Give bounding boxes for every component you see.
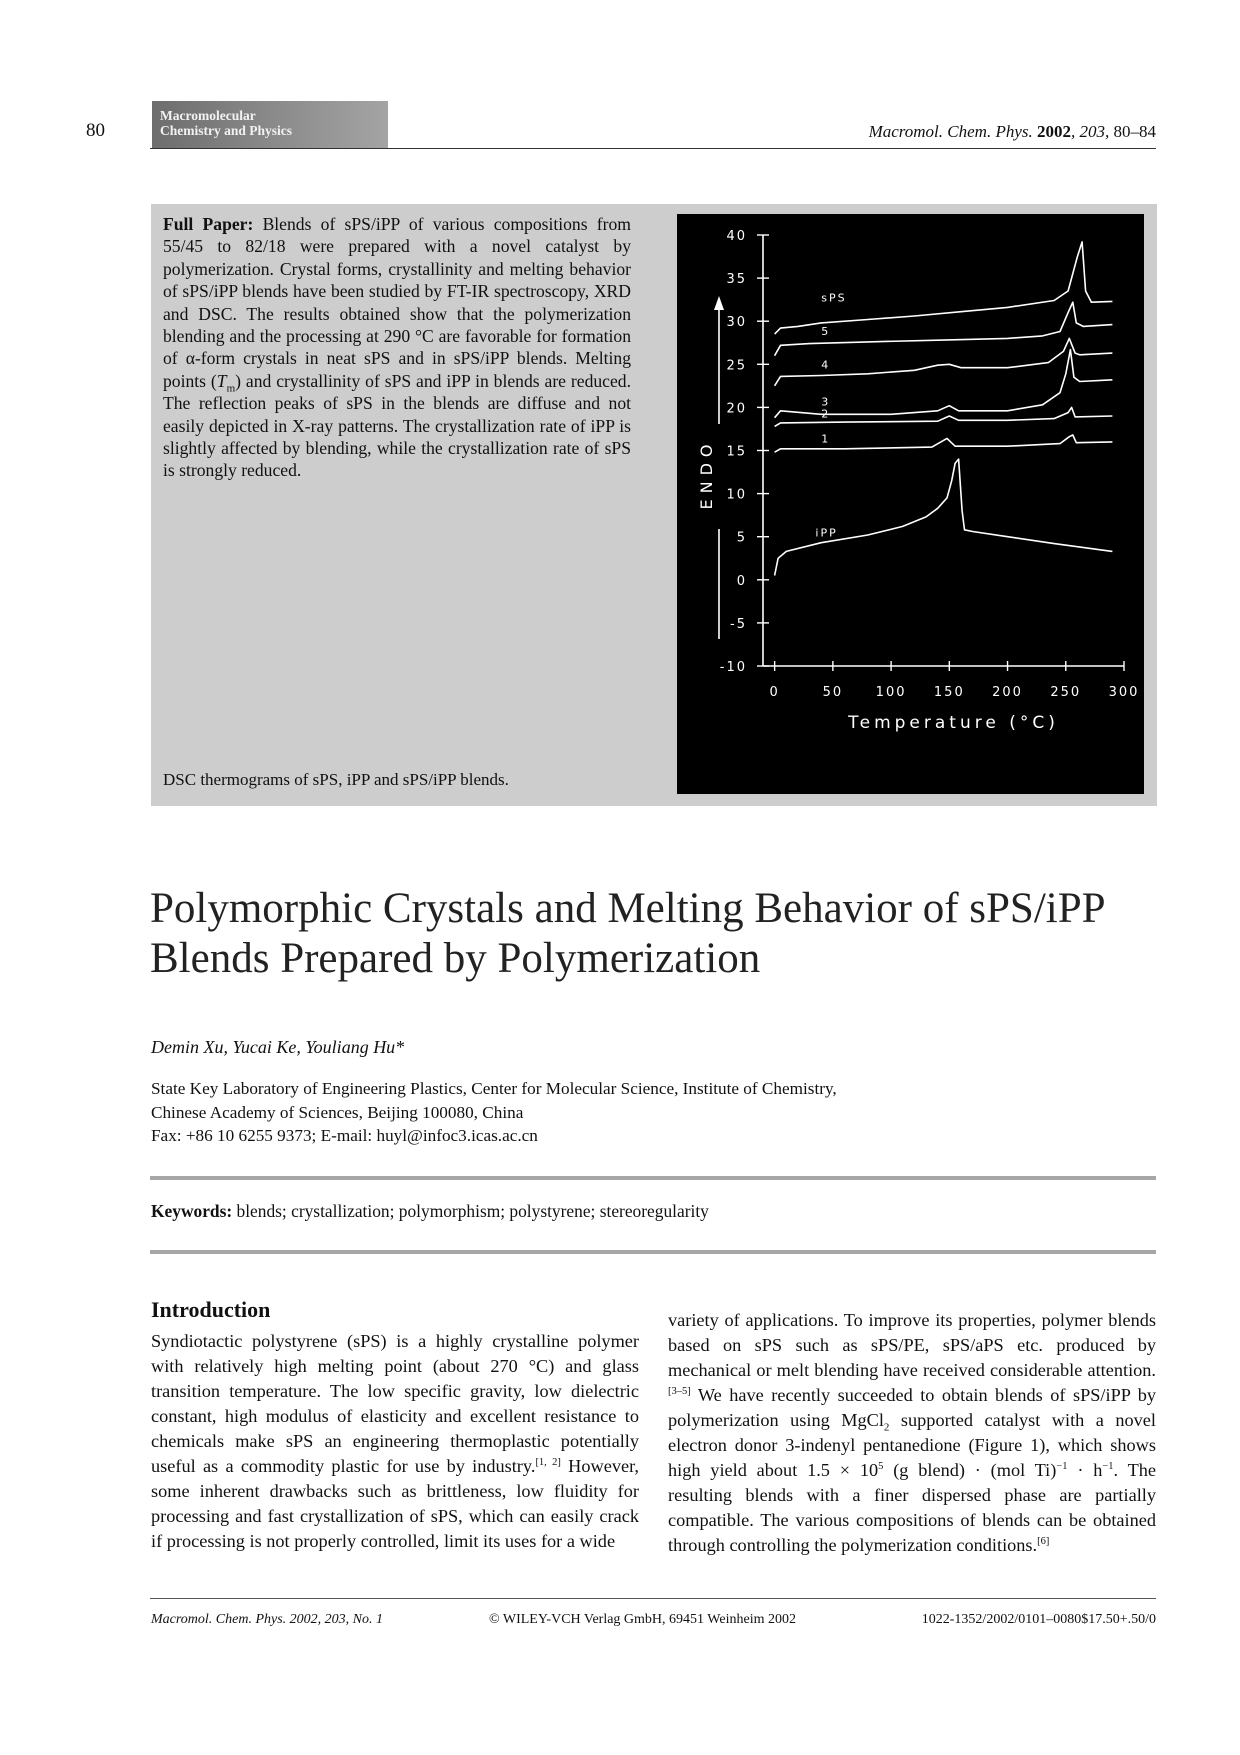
exponent-minus1-b: −1 xyxy=(1102,1460,1114,1472)
x-tick-label: 0 xyxy=(769,685,780,700)
intro-right-text-3: supported catalyst with a novel electron donor 3-indenyl pentanedione (Figure 1), which shows high yield about 1.5 × 10 xyxy=(668,1410,1157,1480)
series-label: 5 xyxy=(821,324,831,338)
y-tick-label: 10 xyxy=(726,487,747,503)
y-axis-label: ENDO xyxy=(697,438,716,510)
x-tick-label: 300 xyxy=(1108,685,1140,700)
keywords xyxy=(151,1201,709,1222)
y-tick-label: 40 xyxy=(726,229,747,244)
y-tick-label: 35 xyxy=(726,272,747,288)
series-label: 3 xyxy=(821,395,831,409)
abstract-label: Full Paper: xyxy=(163,214,254,234)
abstract-body: Blends of sPS/iPP of various compositions from 55/45 to 82/18 were prepared with a novel catalyst by polymerization. Crystal forms, crystallinity and melting behavior of sPS/iPP blends have been studied by FT-IR spectroscopy, XRD and DSC. The results obtained show that the polymerization blending and the processing at 290 °C are favorable for formation of α-form crystals in neat sPS and in sPS/iPP blends. Melting points ( xyxy=(163,214,631,391)
intro-ref-1-2: [1, 2] xyxy=(535,1456,561,1468)
y-tick-label: -10 xyxy=(719,660,747,675)
citation-volume-number: 203, xyxy=(1079,122,1110,141)
series-label: 1 xyxy=(821,432,831,446)
x-axis-label: Temperature (°C) xyxy=(848,713,1059,733)
affiliation xyxy=(151,1077,837,1148)
dsc-chart xyxy=(677,214,1144,794)
endo-arrow-head xyxy=(714,296,724,310)
x-tick-label: 50 xyxy=(822,685,844,700)
logo-line-2: Chemistry and Physics xyxy=(160,123,293,138)
exponent-minus1-a: −1 xyxy=(1056,1460,1068,1472)
logo-line-1: Macromolecular xyxy=(160,108,256,123)
citation-journal: Macromol. Chem. Phys. xyxy=(868,122,1033,141)
intro-left-text-2: However, some inherent drawbacks such as brittleness, low fluidity for processing and fast crystallization of sPS, which can easily crack if processing is not properly controlled, limit its uses for a wide xyxy=(151,1456,639,1551)
keywords-label: Keywords: xyxy=(151,1201,233,1221)
series-label: 4 xyxy=(821,358,831,372)
keywords-rule-top xyxy=(150,1176,1156,1180)
y-tick-label: 5 xyxy=(736,530,747,546)
intro-ref-3-5: [3–5] xyxy=(668,1385,691,1397)
introduction-right-column xyxy=(668,1308,1156,1558)
x-tick-label: 100 xyxy=(875,685,907,700)
series-label: sPS xyxy=(821,291,847,305)
citation-pages: 80–84 xyxy=(1113,122,1156,141)
footer-citation: Macromol. Chem. Phys. 2002, 203, No. 1 xyxy=(151,1612,384,1627)
x-tick-label: 150 xyxy=(933,685,965,700)
tm-sub: m xyxy=(226,382,236,395)
journal-logo xyxy=(152,101,388,149)
y-tick-label: 15 xyxy=(726,444,747,460)
mgcl2-sub: 2 xyxy=(883,1421,890,1434)
introduction-left-column xyxy=(151,1329,639,1554)
footer-issn: 1022-1352/2002/0101–0080$17.50+.50/0 xyxy=(921,1612,1156,1627)
intro-right-text-4: (g blend) · (mol Ti) xyxy=(883,1460,1057,1480)
authors: Demin Xu, Yucai Ke, Youliang Hu* xyxy=(151,1037,405,1057)
affiliation-line-1: State Key Laboratory of Engineering Plastics, Center for Molecular Science, Institute of Chemistry, xyxy=(151,1079,837,1098)
intro-ref-6: [6] xyxy=(1037,1535,1050,1547)
citation-year: 2002 xyxy=(1037,122,1071,141)
figure-caption: DSC thermograms of sPS, iPP and sPS/iPP blends. xyxy=(163,770,509,789)
header-citation xyxy=(869,122,1156,142)
y-tick-label: 0 xyxy=(736,573,747,589)
page-number: 80 xyxy=(86,120,105,141)
keywords-list: blends; crystallization; polymorphism; polystyrene; stereoregularity xyxy=(236,1201,709,1221)
header-rule xyxy=(150,148,1156,149)
dsc-chart-svg xyxy=(677,214,1144,794)
series-line-sps xyxy=(775,242,1113,334)
footer-copyright: © WILEY-VCH Verlag GmbH, 69451 Weinheim 2002 xyxy=(489,1612,796,1627)
y-tick-label: 25 xyxy=(726,358,747,374)
y-tick-label: -5 xyxy=(730,616,747,632)
exponent-5: 5 xyxy=(878,1460,884,1472)
intro-right-text-6: . The resulting blends with a finer dispersed phase are partially compatible. The various compositions of blends can be obtained through controlling the polymerization conditions. xyxy=(668,1460,1156,1555)
abstract-text xyxy=(163,213,631,482)
x-tick-label: 250 xyxy=(1050,685,1082,700)
intro-right-text-2: We have recently succeeded to obtain blends of sPS/iPP by polymerization using MgCl xyxy=(668,1385,1156,1430)
x-tick-label: 200 xyxy=(992,685,1023,700)
intro-left-text-1: Syndiotactic polystyrene (sPS) is a highly crystalline polymer with relatively high melting point (about 270 °C) and glass transition temperature. The low specific gravity, low dielectric constant, high modulus of elasticity and excellent resistance to chemicals make sPS an engineering thermoplastic potentially useful as a commodity plastic for use by industry. xyxy=(151,1331,639,1476)
intro-right-text-5: · h xyxy=(1067,1460,1103,1480)
series-label: iPP xyxy=(815,526,838,540)
citation-volume: , xyxy=(1071,122,1080,141)
keywords-rule-bottom xyxy=(150,1250,1156,1254)
introduction-heading: Introduction xyxy=(151,1297,271,1322)
y-tick-label: 20 xyxy=(726,401,747,417)
affiliation-line-3: Fax: +86 10 6255 9373; E-mail: huyl@infoc3.icas.ac.cn xyxy=(151,1126,538,1145)
abstract-body-2: ) and crystallinity of sPS and iPP in blends are reduced. The reflection peaks of sPS in the blends are diffuse and not easily depicted in X-ray patterns. The crystallization rate of iPP is slightly affected by blending, while the crystallization rate of sPS is strongly reduced. xyxy=(163,370,631,481)
series-label: 2 xyxy=(821,407,831,421)
affiliation-line-2: Chinese Academy of Sciences, Beijing 100080, China xyxy=(151,1102,524,1122)
intro-right-text-1: variety of applications. To improve its properties, polymer blends based on sPS such as sPS/PE, sPS/aPS etc. produced by mechanical or melt blending have received considerable attention. xyxy=(668,1310,1156,1380)
y-tick-label: 30 xyxy=(726,315,747,331)
tm-symbol: T xyxy=(216,370,227,391)
article-title: Polymorphic Crystals and Melting Behavior of sPS/iPP Blends Prepared by Polymerization xyxy=(150,885,1104,982)
series-line-ipp xyxy=(775,459,1113,575)
footer-rule xyxy=(150,1598,1156,1599)
